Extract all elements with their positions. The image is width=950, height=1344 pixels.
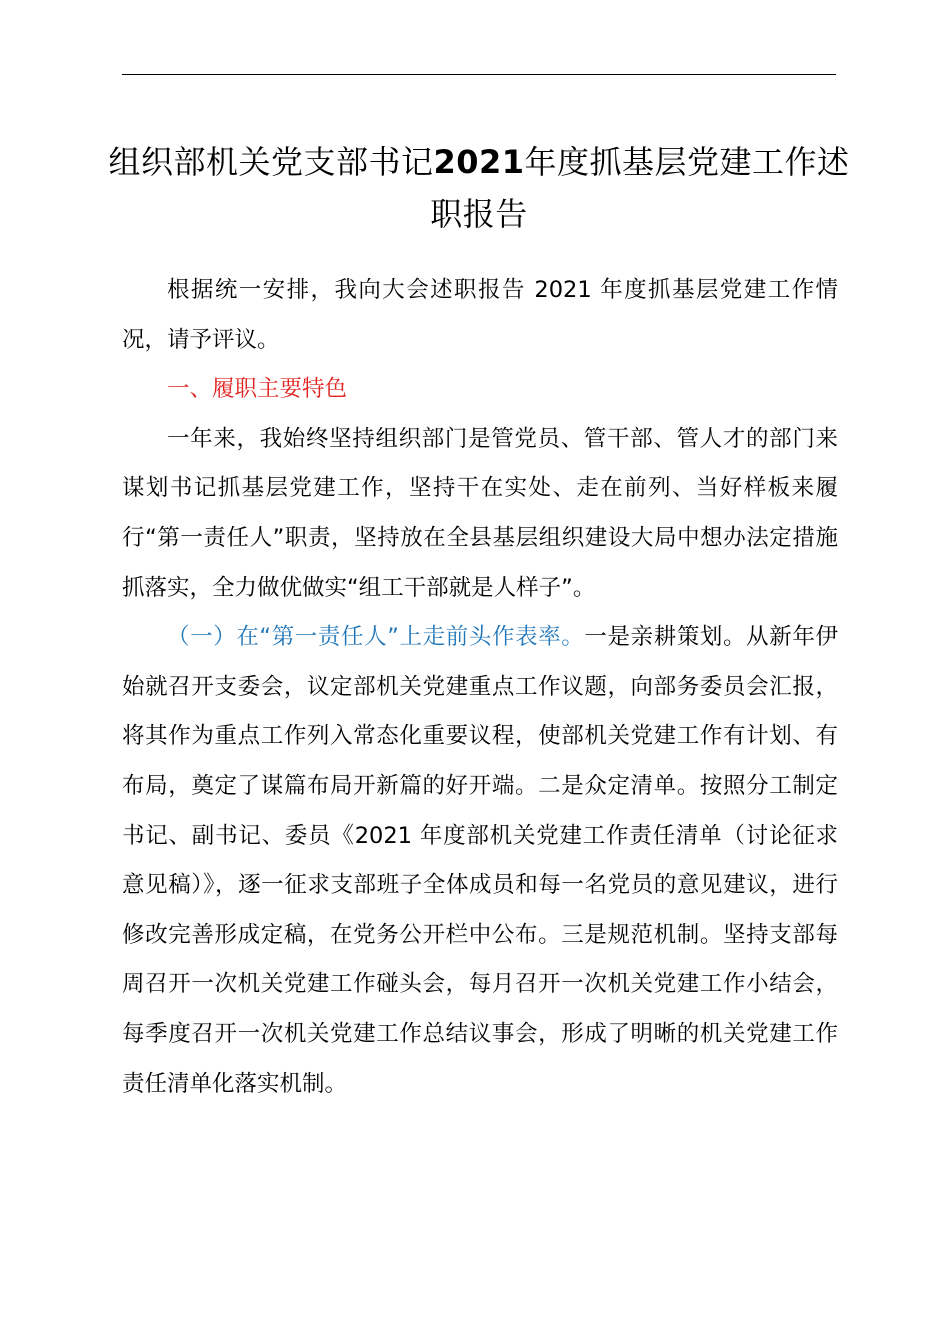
subsection-1-paragraph bbox=[122, 613, 838, 1109]
title-part-1: 组织部机关党支部书记 bbox=[108, 143, 434, 181]
intro-paragraph: 根据统一安排，我向大会述职报告 2021 年度抓基层党建工作情况，请予评议。 bbox=[122, 277, 838, 353]
document-title bbox=[100, 136, 858, 240]
title-year: 2021 bbox=[433, 143, 525, 181]
header-rule bbox=[122, 74, 836, 75]
section-heading-1: 一、履职主要特色 bbox=[167, 376, 348, 403]
document-body bbox=[122, 266, 838, 1109]
title-part-2: 年度抓基层党建工作述职报告 bbox=[430, 143, 850, 233]
subsection-1-text: 一是亲耕策划。从新年伊始就召开支委会，议定部机关党建重点工作议题，向部务委员会汇报，将其作为重点工作列入常态化重要议程，使部机关党建工作有计划、有布局，奠定了谋篇布局开新篇的好开端。二是众定清单。按照分工制定书记、副书记、委员《2021 年度部机关党建工作责任清单（讨论征求意见稿）》，逐一征求支部班子全体成员和每一名党员的意见建议，进行修改完善形成定稿，在党务公开栏中公布。三是规范机制。坚持支部每周召开一次机关党建工作碰头会，每月召开一次机关党建工作小结会，每季度召开一次机关党建工作总结议事会，形成了明晰的机关党建工作责任清单化落实机制。 bbox=[122, 624, 838, 1097]
subsection-heading-1: （一）在“第一责任人”上走前头作表率。 bbox=[167, 624, 585, 651]
section-1-paragraph: 一年来，我始终坚持组织部门是管党员、管干部、管人才的部门来谋划书记抓基层党建工作，坚持干在实处、走在前列、当好样板来履行“第一责任人”职责，坚持放在全县基层组织建设大局中想办法定措施抓落实，全力做优做实“组工干部就是人样子”。 bbox=[122, 425, 838, 601]
